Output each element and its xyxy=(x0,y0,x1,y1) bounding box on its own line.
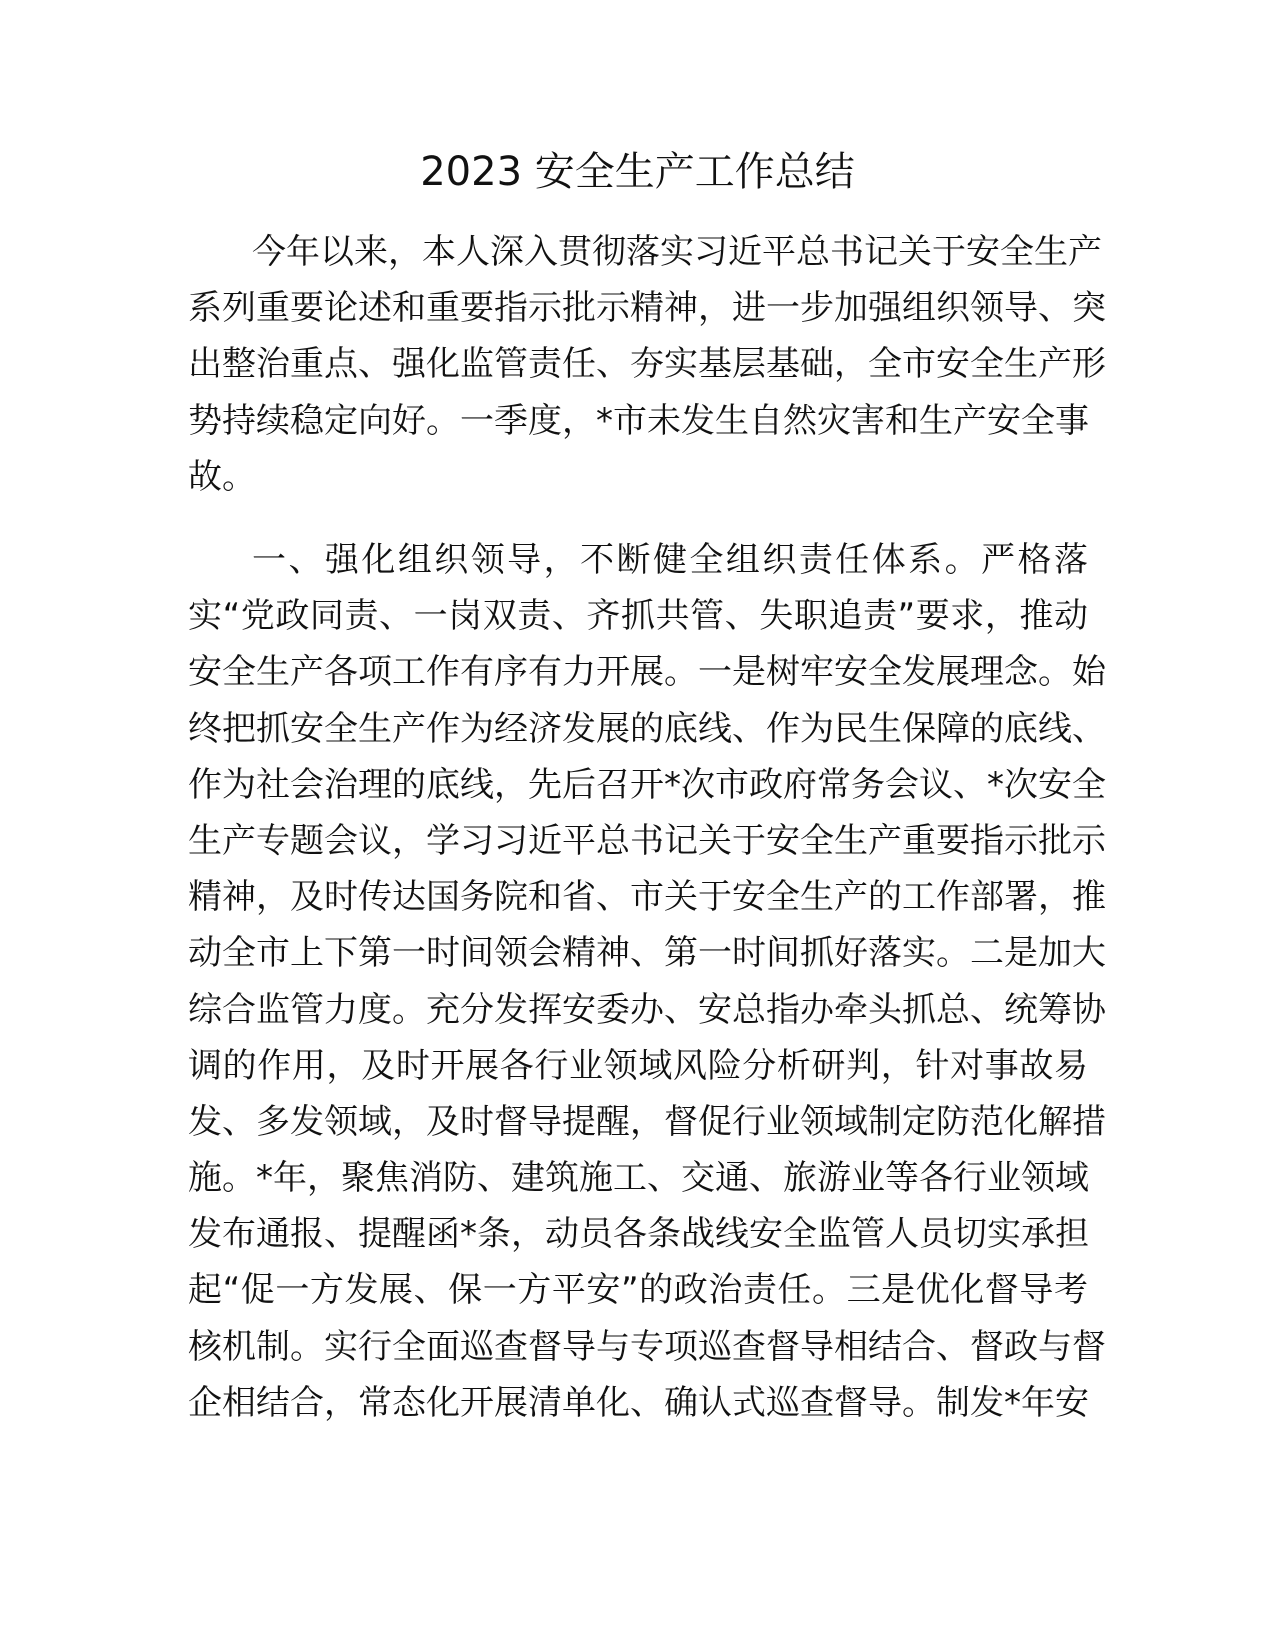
paragraph-line: 综合监管力度。充分发挥安委办、安总指办牵头抓总、统筹协 xyxy=(188,989,1106,1030)
paragraph-line: 安全生产各项工作有序有力开展。一是树牢安全发展理念。始 xyxy=(188,652,1106,693)
paragraph-line: 系列重要论述和重要指示批示精神，进一步加强组织领导、突 xyxy=(188,288,1106,329)
paragraph-line: 一、强化组织领导，不断健全组织责任体系。严格落 xyxy=(252,540,1088,580)
paragraph-line: 精神，及时传达国务院和省、市关于安全生产的工作部署，推 xyxy=(188,877,1106,918)
paragraph-line: 故。 xyxy=(188,456,256,497)
paragraph-line: 实“党政同责、一岗双责、齐抓共管、失职追责”要求，推动 xyxy=(188,596,1088,637)
paragraph-line: 生产专题会议，学习习近平总书记关于安全生产重要指示批示 xyxy=(188,820,1106,861)
paragraph-line: 调的作用，及时开展各行业领域风险分析研判，针对事故易 xyxy=(188,1045,1088,1086)
paragraph-intro xyxy=(188,224,1106,505)
paragraph-line: 出整治重点、强化监管责任、夯实基层基础，全市安全生产形 xyxy=(188,344,1106,385)
paragraph-line: 发布通报、提醒函*条，动员各条战线安全监管人员切实承担 xyxy=(188,1214,1089,1255)
document-title: 2023 安全生产工作总结 xyxy=(420,149,855,195)
paragraph-line: 发、多发领域，及时督导提醒，督促行业领域制定防范化解措 xyxy=(188,1101,1106,1142)
paragraph-line: 今年以来，本人深入贯彻落实习近平总书记关于安全生产 xyxy=(252,232,1102,272)
paragraph-section-one xyxy=(188,532,1106,1431)
paragraph-line: 作为社会治理的底线，先后召开*次市政府常务会议、*次安全 xyxy=(188,764,1106,805)
paragraph-line: 势持续稳定向好。一季度，*市未发生自然灾害和生产安全事 xyxy=(188,400,1089,441)
paragraph-line: 核机制。实行全面巡查督导与专项巡查督导相结合、督政与督 xyxy=(188,1326,1106,1367)
paragraph-line: 动全市上下第一时间领会精神、第一时间抓好落实。二是加大 xyxy=(188,933,1106,974)
paragraph-line: 终把抓安全生产作为经济发展的底线、作为民生保障的底线、 xyxy=(188,708,1106,749)
paragraph-line: 施。*年，聚焦消防、建筑施工、交通、旅游业等各行业领域 xyxy=(188,1158,1089,1199)
paragraph-line: 企相结合，常态化开展清单化、确认式巡查督导。制发*年安 xyxy=(188,1382,1089,1423)
paragraph-line: 起“促一方发展、保一方平安”的政治责任。三是优化督导考 xyxy=(188,1270,1088,1311)
